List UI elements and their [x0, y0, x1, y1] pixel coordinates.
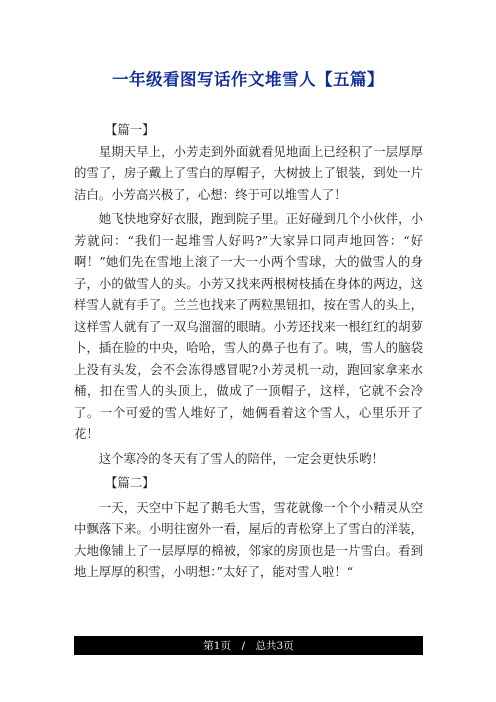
- section-heading-1: 【篇一】: [105, 122, 155, 137]
- paragraph: 她飞快地穿好衣服，跑到院子里。正好碰到几个小伙伴，小芳就问：“我们一起堆雪人好吗?”大家异口同声地回答：“好啊！”她们先在雪地上滚了一大一小两个雪球，大的做雪人的身子，小的做雪人的头。小芳又找来两根树枝插在身体的两边，这样雪人就有手了。兰兰也找来了两粒黑钮扣，按在雪人的头上，这样雪人就有了一双乌溜溜的眼睛。小芳还找来一根红红的胡萝卜，插在脸的中央，哈哈，雪人的鼻子也有了。咦，雪人的脑袋上没有头发，会不会冻得感冒呢?小芳灵机一动，跑回家拿来水桶，扣在雪人的头顶上，做成了一顶帽子，这样，它就不会冷了。一个可爱的雪人堆好了，她俩看着这个雪人，心里乐开了花！: [74, 211, 423, 441]
- paragraph: 星期天早上，小芳走到外面就看见地面上已经积了一层厚厚的雪了，房子戴上了雪白的厚帽子，大树披上了银装，到处一片洁白。小芳高兴极了，心想：终于可以堆雪人了！: [74, 143, 423, 202]
- document-body: [74, 118, 423, 583]
- document-title: 一年级看图写话作文堆雪人【五篇】: [112, 70, 384, 89]
- page-indicator: 第1页 / 总共3页: [203, 640, 294, 652]
- page-footer: [74, 636, 423, 655]
- section-heading-2: 【篇二】: [105, 475, 155, 490]
- paragraph: 这个寒冷的冬天有了雪人的陪伴，一定会更快乐哟！: [98, 450, 384, 466]
- paragraph: 一天，天空中下起了鹅毛大雪，雪花就像一个个小精灵从空中飘落下来。小明往窗外一看，屋后的青松穿上了雪白的洋装，大地像铺上了一层厚厚的棉被，邻家的房顶也是一片雪白。看到地上厚厚的积雪，小明想：”太好了，能对雪人啦！“: [74, 499, 423, 579]
